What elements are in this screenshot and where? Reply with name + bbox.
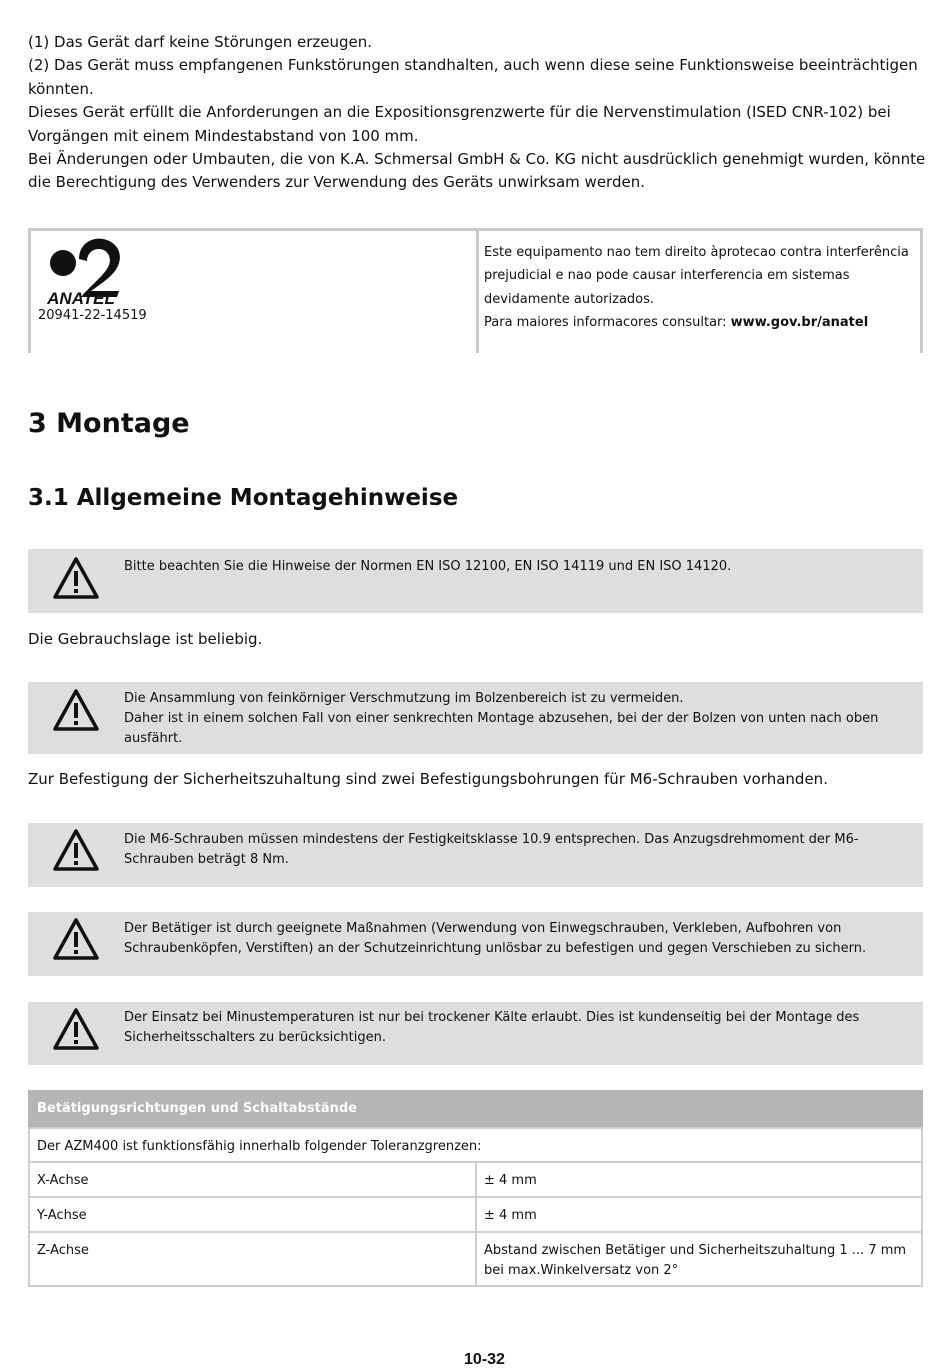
paragraph-usage-position: Die Gebrauchslage ist beliebig. [28, 630, 263, 648]
warning-icon [52, 828, 100, 872]
table-header: Betätigungsrichtungen und Schaltabstände [28, 1090, 923, 1127]
warning-text-4: Der Betätiger ist durch geeignete Maßnahmen (Verwendung von Einwegschrauben, Verkleben, Aufbohren von Schraubenköpfen, Verstiften) an der Schutzeinrichtung unlösbar zu befestigen und gegen Verschieben zu sichern. [124, 921, 867, 956]
warning-box-2 [28, 682, 923, 754]
warning-text-5: Der Einsatz bei Minustemperaturen ist nur bei trockener Kälte erlaubt. Dies ist kundenseitig bei der Montage des Sicherheitsschalters zu berücksichtigen. [124, 1010, 860, 1045]
table-cell-value-y: ± 4 mm [475, 1196, 923, 1233]
anatel-consult [484, 311, 914, 334]
anatel-divider [476, 231, 479, 353]
warning-icon [52, 556, 100, 600]
warning-text-2a: Die Ansammlung von feinkörniger Verschmutzung im Bolzenbereich ist zu vermeiden. [124, 691, 684, 706]
section-title: 3 Montage [28, 408, 190, 439]
anatel-box [28, 228, 923, 353]
paragraph-mounting-holes: Zur Befestigung der Sicherheitszuhaltung sind zwei Befestigungsbohrungen für M6-Schrauben vorhanden. [28, 770, 828, 788]
anatel-cert-number: 20941-22-14519 [38, 308, 147, 323]
table-cell-value-z: Abstand zwischen Betätiger und Sicherheitszuhaltung 1 ... 7 mm bei max.Winkelversatz von 2° [475, 1231, 923, 1287]
anatel-logo-text: ANATEL [47, 289, 115, 305]
anatel-consult-prefix: Para maiores informacores consultar: [484, 315, 731, 331]
table-cell-label-z: Z-Achse [28, 1231, 477, 1287]
intro-line-1: (1) Das Gerät darf keine Störungen erzeugen. [28, 33, 372, 51]
subsection-title: 3.1 Allgemeine Montagehinweise [28, 485, 459, 511]
warning-icon [52, 917, 100, 961]
warning-icon [52, 1007, 100, 1051]
warning-box-5 [28, 1002, 923, 1065]
table-cell-label-x: X-Achse [28, 1161, 477, 1198]
anatel-link[interactable]: www.gov.br/anatel [730, 315, 869, 331]
warning-icon [52, 688, 100, 732]
warning-text-1: Bitte beachten Sie die Hinweise der Normen EN ISO 12100, EN ISO 14119 und EN ISO 14120. [124, 559, 732, 574]
anatel-notice: Este equipamento nao tem direito àprotecao contra interferência prejudicial e nao pode causar interferencia em sistemas devidamente autorizados. [484, 245, 909, 307]
anatel-logo [41, 237, 123, 305]
warning-text-3: Die M6-Schrauben müssen mindestens der Festigkeitsklasse 10.9 entsprechen. Das Anzugsdrehmoment der M6-Schrauben beträgt 8 Nm. [124, 832, 859, 867]
intro-line-2: (2) Das Gerät muss empfangenen Funkstörungen standhalten, auch wenn diese seine Funktionsweise beeinträchtigen könnten. [28, 56, 918, 98]
intro-line-3: Dieses Gerät erfüllt die Anforderungen an die Expositionsgrenzwerte für die Nervenstimulation (ISED CNR-102) bei Vorgängen mit einem Mindestabstand von 100 mm. [28, 103, 891, 145]
intro-line-4: Bei Änderungen oder Umbauten, die von K.A. Schmersal GmbH & Co. KG nicht ausdrücklich genehmigt wurden, könnte die Berechtigung des Verwenders zur Verwendung des Geräts unwirksam werden. [28, 150, 926, 192]
anatel-text [484, 241, 914, 335]
warning-text-2b: Daher ist in einem solchen Fall von einer senkrechten Montage abzusehen, bei der der Bolzen von unten nach oben ausfährt. [124, 711, 879, 746]
intro-text [28, 31, 928, 195]
table-cell-label-y: Y-Achse [28, 1196, 477, 1233]
warning-box-4 [28, 912, 923, 976]
warning-box-3 [28, 823, 923, 887]
table-intro-cell: Der AZM400 ist funktionsfähig innerhalb folgender Toleranzgrenzen: [28, 1127, 923, 1163]
warning-box-1 [28, 549, 923, 613]
tolerance-table [28, 1090, 923, 1287]
table-cell-value-x: ± 4 mm [475, 1161, 923, 1198]
page-number: 10-32 [464, 1351, 505, 1368]
